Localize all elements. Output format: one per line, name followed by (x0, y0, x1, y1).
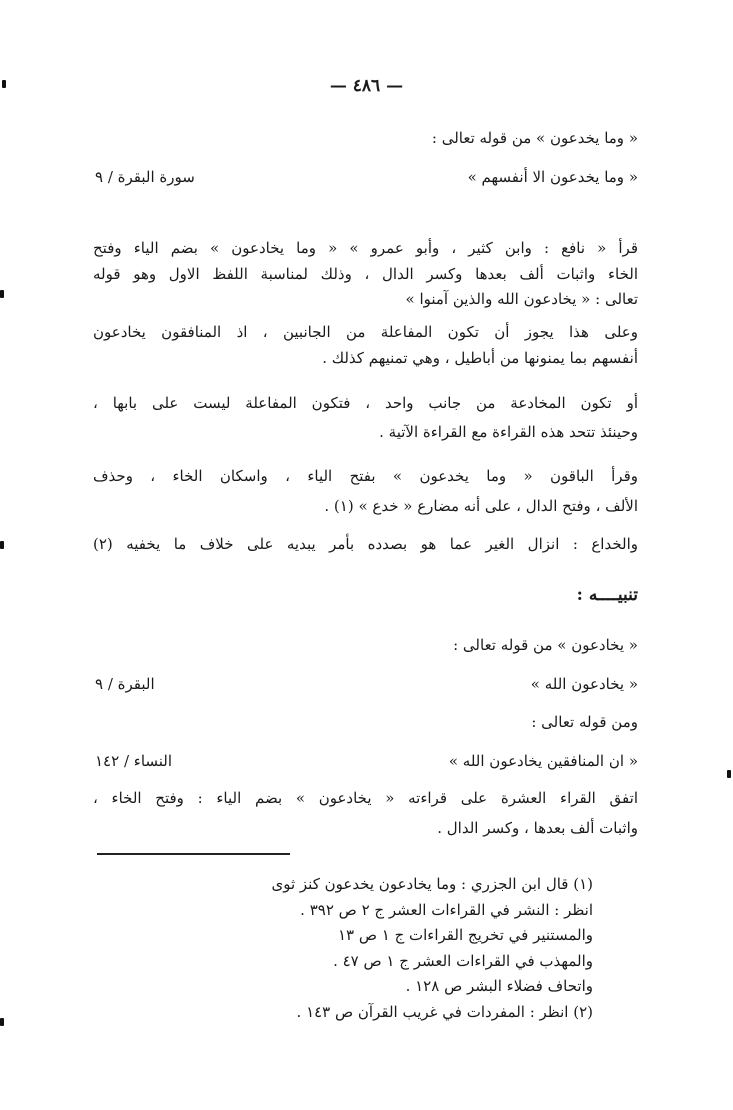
scan-mark (0, 541, 4, 549)
paragraph-line: وعلى هذا يجوز أن تكون المفاعلة من الجانبين ، اذ المنافقون يخادعون (93, 323, 638, 341)
footnote-line: واتحاف فضلاء البشر ص ١٢٨ . (405, 977, 593, 995)
verse-quote: « يخادعون الله » (530, 675, 638, 693)
footnote-line: (٢) انظر : المفردات في غريب القرآن ص ١٤٣ . (296, 1003, 593, 1021)
paragraph-line: تعالى : « يخادعون الله والذين آمنوا » (405, 290, 638, 308)
verse-quote: « ان المنافقين يخادعون الله » (448, 752, 638, 770)
footnote-separator (97, 853, 290, 855)
paragraph-line: وحينئذ تتحد هذه القراءة مع القراءة الآتية . (379, 423, 638, 441)
footnote-line: والمهذب في القراءات العشر ج ١ ص ٤٧ . (333, 952, 593, 970)
paragraph-line: والخداع : انزال الغير عما هو بصدده بأمر يبديه على خلاف ما يخفيه (٢) (93, 535, 638, 553)
scan-mark (2, 80, 6, 88)
paragraph-line: الخاء واثبات ألف بعدها وكسر الدال ، وذلك لمناسبة اللفظ الاول وهو قوله (93, 265, 638, 283)
verse-reference: سورة البقرة / ٩ (95, 168, 195, 186)
scan-mark (0, 290, 4, 298)
footnote-line: انظر : النشر في القراءات العشر ج ٢ ص ٣٩٢ . (300, 901, 593, 919)
verse-reference: النساء / ١٤٢ (95, 752, 173, 770)
verse-quote: « وما يخدعون الا أنفسهم » (467, 168, 638, 186)
verse-heading: ومن قوله تعالى : (531, 713, 638, 731)
verse-reference: البقرة / ٩ (95, 675, 155, 693)
scan-mark (727, 770, 731, 778)
paragraph-line: اتفق القراء العشرة على قراءته « يخادعون » بضم الياء : وفتح الخاء ، (93, 789, 638, 807)
page-number: — ٤٨٦ — (329, 76, 404, 96)
scan-mark (0, 1018, 4, 1026)
verse-heading: « وما يخدعون » من قوله تعالى : (431, 129, 638, 147)
paragraph-line: أنفسهم بما يمنونها من أباطيل ، وهي تمنيهم كذلك . (322, 349, 638, 367)
verse-heading: « يخادعون » من قوله تعالى : (453, 636, 638, 654)
paragraph-line: واثبات ألف بعدها ، وكسر الدال . (437, 819, 638, 837)
footnote-line: (١) قال ابن الجزري : وما يخادعون يخدعون كنز ثوى (271, 875, 593, 893)
notice-heading: تنبيــــه : (576, 585, 638, 605)
paragraph-line: الألف ، وفتح الدال ، على أنه مضارع « خدع » (١) . (324, 497, 638, 515)
paragraph-line: أو تكون المخادعة من جانب واحد ، فتكون المفاعلة ليست على بابها ، (93, 394, 638, 412)
paragraph-line: وقرأ الباقون « وما يخدعون » بفتح الياء ، واسكان الخاء ، وحذف (93, 467, 638, 485)
footnote-line: والمستنير في تخريج القراءات ج ١ ص ١٣ (337, 926, 593, 944)
paragraph-line: قرأ « نافع : وابن كثير ، وأبو عمرو » « وما يخادعون » بضم الياء وفتح (93, 239, 638, 257)
